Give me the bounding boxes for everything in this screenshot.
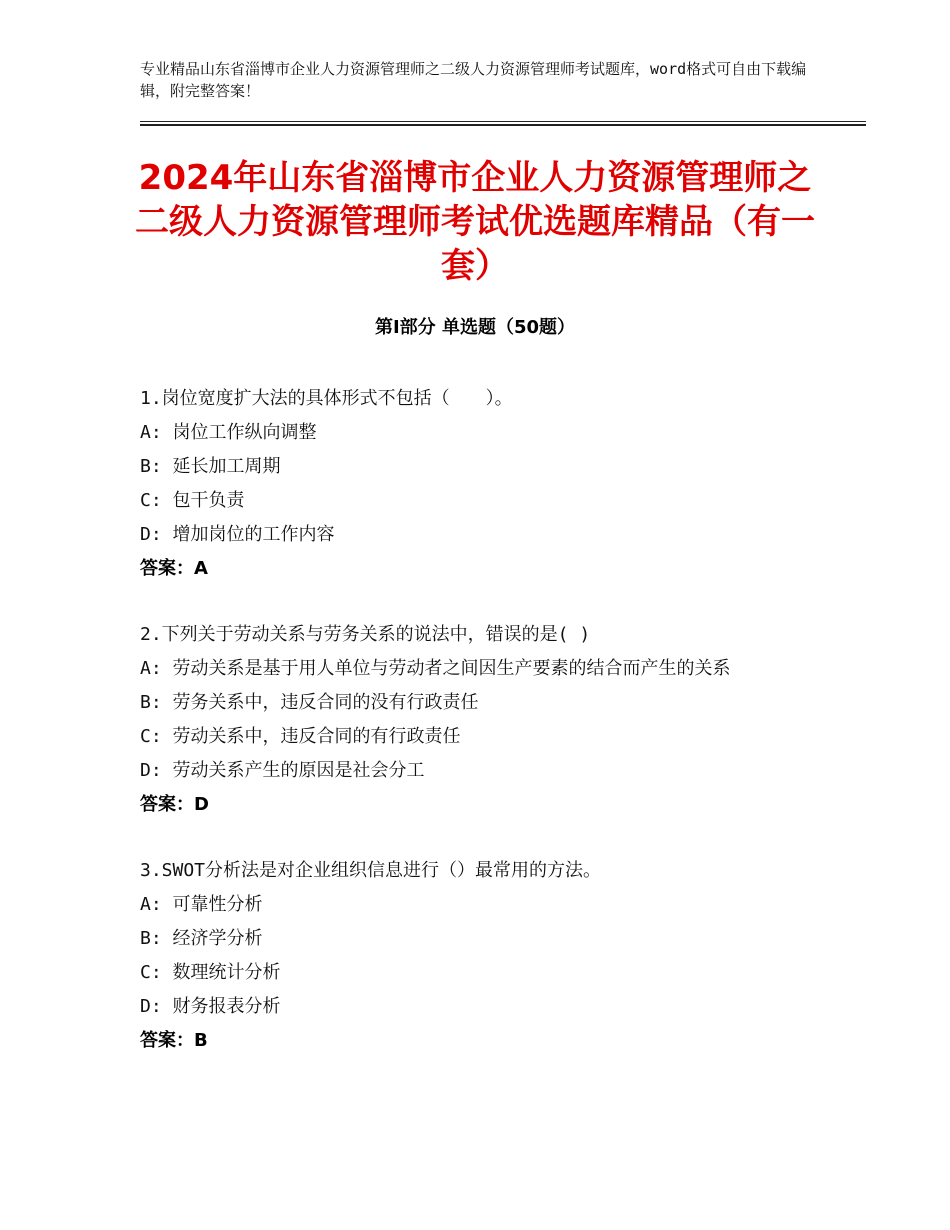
question-stem: 1.岗位宽度扩大法的具体形式不包括（ ）。: [140, 388, 513, 409]
question-list: [140, 382, 820, 1090]
option-b: B: 劳务关系中，违反合同的没有行政责任: [140, 692, 479, 713]
question-1: [140, 382, 820, 586]
answer-label: 答案：D: [140, 794, 209, 815]
answer-label: 答案：A: [140, 558, 208, 579]
option-c: C: 包干负责: [140, 490, 245, 511]
option-b: B: 经济学分析: [140, 928, 263, 949]
header-rule-thick: [140, 124, 866, 126]
question-3: [140, 854, 820, 1058]
header-note: 专业精品山东省淄博市企业人力资源管理师之二级人力资源管理师考试题库，word格式可自由下载编辑，附完整答案！: [140, 60, 807, 100]
header-rule-thin: [140, 121, 866, 122]
document-title: 2024年山东省淄博市企业人力资源管理师之二级人力资源管理师考试优选题库精品（有一套）: [135, 158, 815, 286]
option-a: A: 可靠性分析: [140, 894, 263, 915]
option-d: D: 增加岗位的工作内容: [140, 524, 335, 545]
question-stem: 2.下列关于劳动关系与劳务关系的说法中，错误的是( ): [140, 624, 591, 645]
option-c: C: 数理统计分析: [140, 962, 281, 983]
option-d: D: 劳动关系产生的原因是社会分工: [140, 760, 425, 781]
option-d: D: 财务报表分析: [140, 996, 281, 1017]
option-b: B: 延长加工周期: [140, 456, 281, 477]
answer-label: 答案：B: [140, 1030, 208, 1051]
option-c: C: 劳动关系中，违反合同的有行政责任: [140, 726, 461, 747]
option-a: A: 岗位工作纵向调整: [140, 422, 317, 443]
option-a: A: 劳动关系是基于用人单位与劳动者之间因生产要素的结合而产生的关系: [140, 658, 731, 679]
question-stem: 3.SWOT分析法是对企业组织信息进行（）最常用的方法。: [140, 860, 602, 881]
question-2: [140, 618, 820, 822]
section-title: 第I部分 单选题（50题）: [374, 317, 575, 338]
